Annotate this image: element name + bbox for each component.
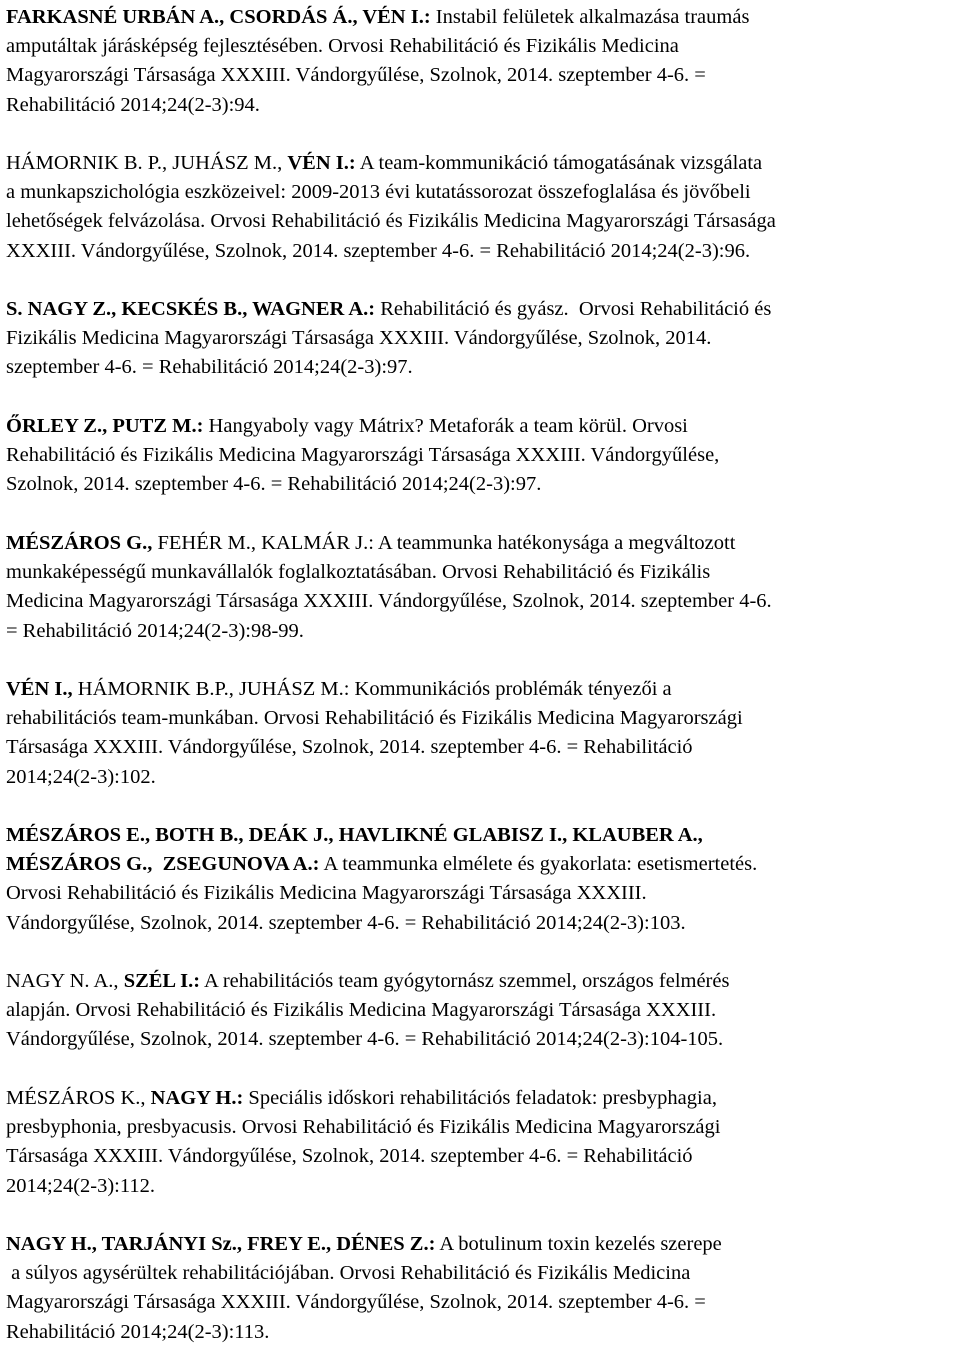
reference-entry — [6, 529, 956, 646]
reference-text: FEHÉR M., KALMÁR J.: A teammunka hatékonysága a megváltozott — [152, 532, 736, 554]
reference-text: szeptember 4-6. = Rehabilitáció 2014;24(2-3):97. — [6, 356, 413, 379]
reference-text: 2014;24(2-3):102. — [6, 765, 156, 788]
reference-line — [6, 178, 956, 207]
reference-authors-bold: ŐRLEY Z., PUTZ M.: — [6, 415, 204, 437]
reference-line — [6, 3, 956, 32]
reference-line — [6, 1142, 956, 1171]
reference-line — [6, 733, 956, 762]
reference-line — [6, 61, 956, 90]
reference-text: a súlyos agysérültek rehabilitációjában. Orvosi Rehabilitáció és Fizikális Medicina — [6, 1262, 691, 1285]
reference-text: Vándorgyűlése, Szolnok, 2014. szeptember 4-6. = Rehabilitáció 2014;24(2-3):103. — [6, 911, 686, 934]
reference-text: Társasága XXXIII. Vándorgyűlése, Szolnok, 2014. szeptember 4-6. = Rehabilitáció — [6, 1145, 693, 1168]
reference-text: lehetőségek felvázolása. Orvosi Rehabilitáció és Fizikális Medicina Magyarországi Társasága — [6, 210, 776, 233]
reference-text: Magyarországi Társasága XXXIII. Vándorgyűlése, Szolnok, 2014. szeptember 4-6. = — [6, 1291, 706, 1314]
reference-entry — [6, 3, 956, 120]
reference-text: a munkapszichológia eszközeivel: 2009-2013 évi kutatássorozat összefoglalása és jövőbeli — [6, 181, 751, 204]
reference-line — [6, 967, 956, 996]
reference-text: Társasága XXXIII. Vándorgyűlése, Szolnok, 2014. szeptember 4-6. = Rehabilitáció — [6, 736, 693, 759]
reference-authors-bold: VÉN I., — [6, 678, 73, 700]
reference-line — [6, 207, 956, 236]
reference-text: amputáltak járásképség fejlesztésében. Orvosi Rehabilitáció és Fizikális Medicina — [6, 35, 679, 58]
reference-authors-bold: NAGY H.: — [150, 1087, 244, 1109]
reference-line — [6, 675, 956, 704]
reference-line — [6, 324, 956, 353]
reference-line — [6, 1172, 956, 1201]
reference-entry — [6, 149, 956, 266]
reference-authors-bold: S. NAGY Z., KECSKÉS B., WAGNER A.: — [6, 298, 376, 320]
reference-text: A teammunka elmélete és gyakorlata: esetismertetés. — [319, 853, 758, 876]
reference-text: HÁMORNIK B. P., JUHÁSZ M., — [6, 152, 288, 174]
reference-text: XXXIII. Vándorgyűlése, Szolnok, 2014. szeptember 4-6. = Rehabilitáció 2014;24(2-3):96. — [6, 239, 751, 262]
reference-line — [6, 1084, 956, 1113]
reference-line — [6, 1318, 956, 1347]
reference-line — [6, 32, 956, 61]
reference-text: A botulinum toxin kezelés szerepe — [435, 1233, 722, 1255]
reference-line — [6, 821, 956, 850]
reference-entry — [6, 967, 956, 1055]
reference-line — [6, 763, 956, 792]
reference-text: Magyarországi Társasága XXXIII. Vándorgyűlése, Szolnok, 2014. szeptember 4-6. = — [6, 64, 706, 87]
reference-line — [6, 1113, 956, 1142]
reference-text: A team-kommunikáció támogatásának vizsgálata — [355, 152, 763, 174]
reference-text: Fizikális Medicina Magyarországi Társasága XXXIII. Vándorgyűlése, Szolnok, 2014. — [6, 327, 712, 350]
reference-text: = Rehabilitáció 2014;24(2-3):98-99. — [6, 619, 304, 642]
reference-text: Rehabilitáció és gyász. Orvosi Rehabilitáció és — [375, 298, 772, 320]
reference-entry — [6, 675, 956, 792]
reference-text: A rehabilitációs team gyógytornász szemmel, országos felmérés — [200, 970, 730, 992]
reference-authors-bold: MÉSZÁROS G., — [6, 532, 153, 554]
reference-entry — [6, 821, 956, 938]
reference-line — [6, 237, 956, 266]
reference-line — [6, 909, 956, 938]
reference-text: Hangyaboly vagy Mátrix? Metaforák a team körül. Orvosi — [203, 415, 688, 437]
reference-text: Instabil felületek alkalmazása traumás — [430, 6, 750, 28]
reference-text: HÁMORNIK B.P., JUHÁSZ M.: Kommunikációs problémák tényezői a — [72, 678, 672, 700]
reference-text: rehabilitációs team-munkában. Orvosi Rehabilitáció és Fizikális Medicina Magyarországi — [6, 707, 743, 730]
reference-text: Rehabilitáció 2014;24(2-3):94. — [6, 93, 260, 116]
reference-entry — [6, 1084, 956, 1201]
reference-authors-bold: MÉSZÁROS E., BOTH B., DEÁK J., HAVLIKNÉ GLABISZ I., KLAUBER A., — [6, 824, 703, 846]
reference-line — [6, 850, 956, 879]
reference-line — [6, 91, 956, 120]
reference-line — [6, 353, 956, 382]
reference-line — [6, 879, 956, 908]
reference-line — [6, 704, 956, 733]
reference-line — [6, 1259, 956, 1288]
reference-entry — [6, 412, 956, 500]
reference-line — [6, 558, 956, 587]
reference-text: Speciális időskori rehabilitációs feladatok: presbyphagia, — [243, 1087, 717, 1109]
reference-text: 2014;24(2-3):112. — [6, 1174, 155, 1197]
reference-line — [6, 1230, 956, 1259]
reference-line — [6, 441, 956, 470]
reference-line — [6, 1288, 956, 1317]
reference-entry — [6, 295, 956, 383]
reference-text: Rehabilitáció 2014;24(2-3):113. — [6, 1320, 270, 1343]
reference-authors-bold: FARKASNÉ URBÁN A., CSORDÁS Á., VÉN I.: — [6, 6, 431, 28]
reference-text: Medicina Magyarországi Társasága XXXIII. Vándorgyűlése, Szolnok, 2014. szeptember 4-6. — [6, 590, 772, 613]
reference-line — [6, 617, 956, 646]
reference-text: Vándorgyűlése, Szolnok, 2014. szeptember 4-6. = Rehabilitáció 2014;24(2-3):104-105. — [6, 1028, 724, 1051]
reference-line — [6, 529, 956, 558]
reference-text: alapján. Orvosi Rehabilitáció és Fizikális Medicina Magyarországi Társasága XXXIII. — [6, 999, 717, 1022]
reference-text: presbyphonia, presbyacusis. Orvosi Rehabilitáció és Fizikális Medicina Magyarországi — [6, 1116, 721, 1139]
reference-text: NAGY N. A., — [6, 970, 124, 992]
reference-text: munkaképességű munkavállalók foglalkoztatásában. Orvosi Rehabilitáció és Fizikális — [6, 561, 711, 584]
reference-authors-bold: VÉN I.: — [287, 152, 356, 174]
reference-line — [6, 587, 956, 616]
reference-text: Rehabilitáció és Fizikális Medicina Magyarországi Társasága XXXIII. Vándorgyűlése, — [6, 444, 720, 467]
reference-line — [6, 470, 956, 499]
reference-entry — [6, 1230, 956, 1347]
reference-authors-bold: MÉSZÁROS G., ZSEGUNOVA A.: — [6, 853, 320, 876]
reference-text: Szolnok, 2014. szeptember 4-6. = Rehabilitáció 2014;24(2-3):97. — [6, 473, 542, 496]
reference-line — [6, 1025, 956, 1054]
reference-text: Orvosi Rehabilitáció és Fizikális Medicina Magyarországi Társasága XXXIII. — [6, 882, 647, 905]
reference-authors-bold: SZÉL I.: — [123, 970, 201, 992]
reference-line — [6, 295, 956, 324]
reference-authors-bold: NAGY H., TARJÁNYI Sz., FREY E., DÉNES Z.: — [6, 1233, 436, 1255]
reference-line — [6, 412, 956, 441]
reference-line — [6, 996, 956, 1025]
reference-text: MÉSZÁROS K., — [6, 1087, 151, 1109]
reference-line — [6, 149, 956, 178]
